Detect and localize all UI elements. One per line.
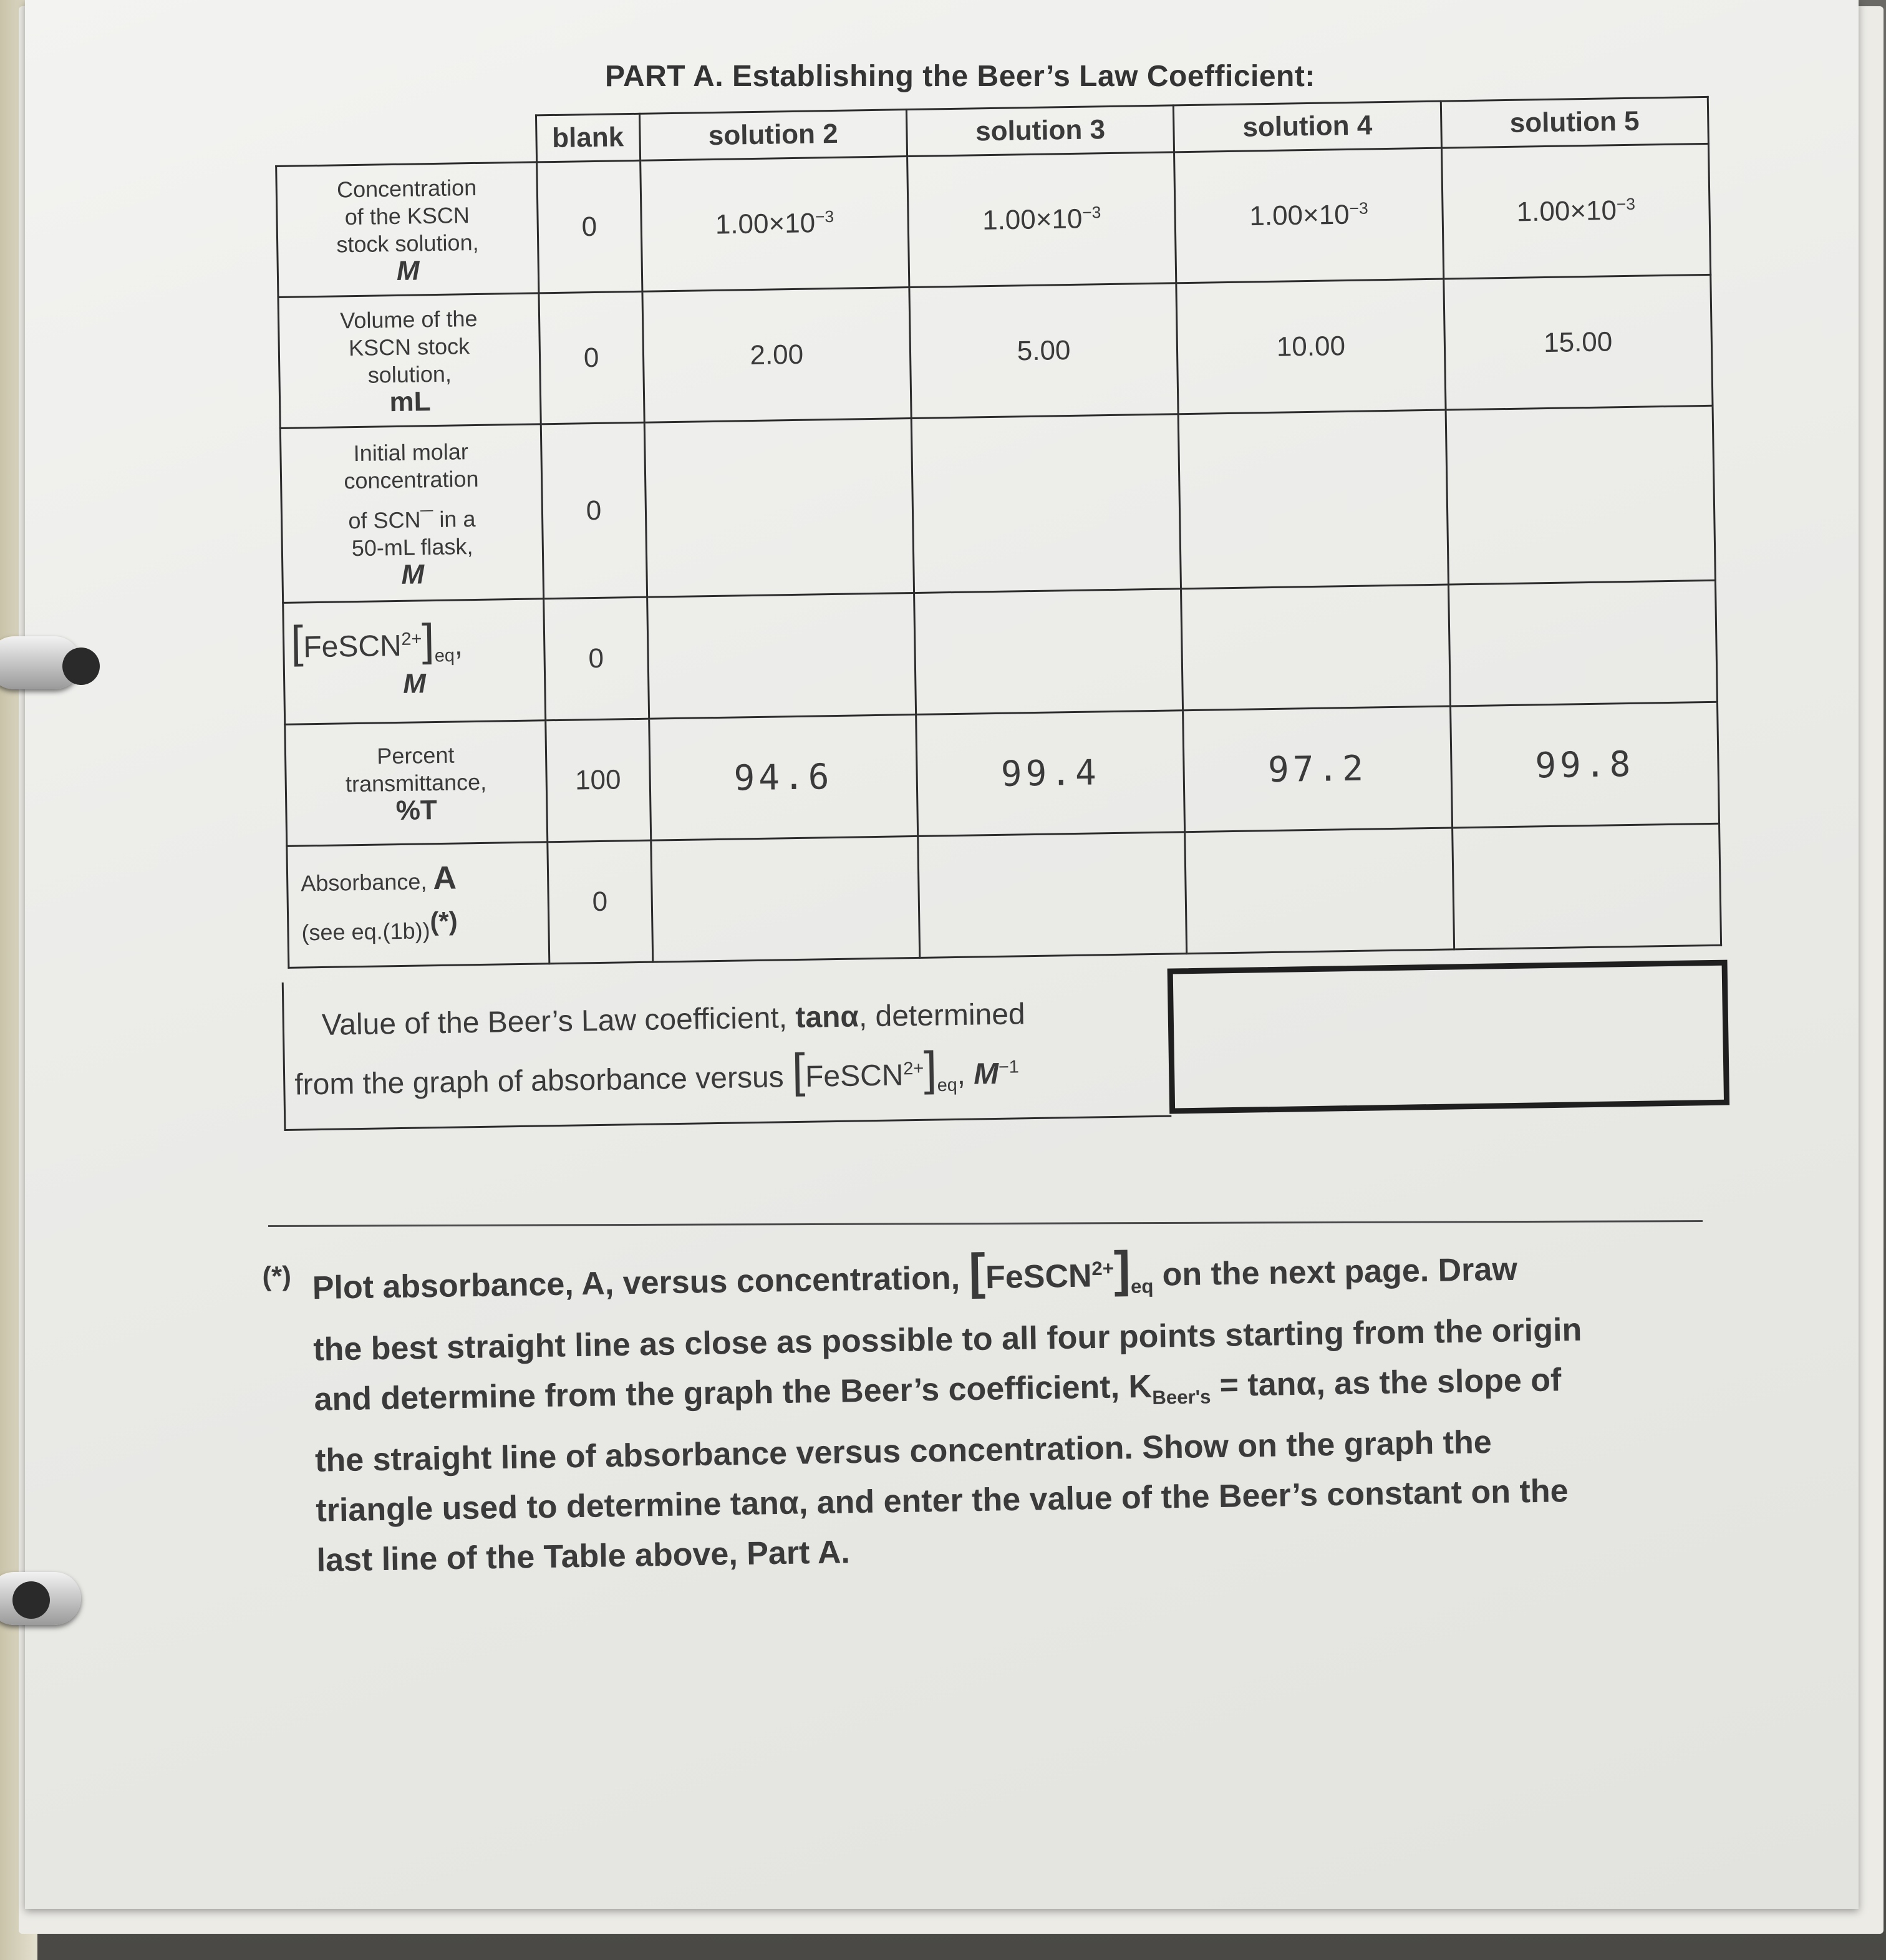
row-unit: M xyxy=(396,255,420,286)
table-row xyxy=(283,580,1718,724)
column-header: solution 4 xyxy=(1174,101,1441,152)
data-table-region xyxy=(274,96,1724,1129)
row-label: Concentration of the KSCN stock solution, M xyxy=(276,162,539,298)
table-cell xyxy=(918,832,1187,958)
table-cell: 100 xyxy=(545,719,650,842)
column-header: solution 2 xyxy=(639,110,907,161)
table-cell: 0 xyxy=(536,160,642,293)
page-title: PART A. Establishing the Beer’s Law Coefficient: xyxy=(605,60,1315,93)
table-cell: 0 xyxy=(543,597,649,720)
row-label: Percent transmittance, %T xyxy=(285,720,548,847)
row-unit: M xyxy=(402,668,427,699)
table-cell: $1.00\times 10^{-3}$ xyxy=(1174,148,1444,283)
coefficient-label: Value of the Beer’s Law coefficient, tanα, determined from the graph of absorbance versus $[FeSCN^{2+}]_{eq}$, $M^{-1}$ xyxy=(294,997,1026,1102)
table-cell: 5.00 xyxy=(909,283,1179,419)
row-label: Absorbance, A (see eq.(1b))(*) xyxy=(287,842,549,968)
row-label: Initial molar concentration of SCN¯ in a 50-mL flask, M xyxy=(280,424,543,603)
table-cell xyxy=(1446,405,1716,585)
instructions-text: Plot absorbance, A, versus concentration, $[FeSCN^{2+}]_{eq}$ on the next page. Draw the best straight line as close as possible to all four points starting from the origin and determine from the graph the Beer’s coefficient, $K_{Beer's} = \tan\alpha$, as the slope of the straight line of absorbance versus concentration. Show on the graph the triangle used to determine tanα, and enter the value of the Beer’s constant on the last line of the Table above, Part A. xyxy=(312,1241,1582,1579)
instructions-note xyxy=(262,1235,1701,1586)
table-cell: 0 xyxy=(547,840,652,964)
table-cell xyxy=(1452,823,1721,949)
column-header: solution 5 xyxy=(1441,97,1709,148)
footnote-marker: (*) xyxy=(262,1261,292,1292)
beers-law-table xyxy=(274,96,1722,969)
table-cell: 10.00 xyxy=(1176,279,1446,414)
column-header: solution 3 xyxy=(906,105,1174,157)
table-cell: $1.00\times 10^{-3}$ xyxy=(640,157,909,292)
row-label: $[FeSCN^{2+}]_{eq}$, M xyxy=(283,599,546,725)
handwritten-value: 94.6 xyxy=(649,714,917,840)
worksheet-page xyxy=(25,0,1859,1909)
section-divider xyxy=(268,1220,1703,1227)
table-row xyxy=(280,405,1715,603)
table-cell xyxy=(644,419,914,598)
table-row xyxy=(285,702,1719,846)
row-unit: mL xyxy=(389,386,431,417)
table-cell: 0 xyxy=(539,291,644,424)
table-cell: $1.00\times 10^{-3}$ xyxy=(1441,143,1711,279)
handwritten-value: 97.2 xyxy=(1183,706,1452,832)
handwritten-value: 99.4 xyxy=(916,711,1185,837)
table-row xyxy=(278,274,1713,428)
table-row xyxy=(287,823,1721,968)
table-cell xyxy=(647,593,916,719)
handwritten-value: 99.8 xyxy=(1450,702,1719,828)
table-cell: 15.00 xyxy=(1443,274,1713,410)
coefficient-row xyxy=(282,969,1172,1131)
table-cell: $1.00\times 10^{-3}$ xyxy=(907,152,1177,288)
table-cell xyxy=(1185,828,1454,954)
table-cell xyxy=(1448,580,1717,706)
table-cell: 2.00 xyxy=(642,288,912,423)
table-cell xyxy=(911,414,1181,593)
punch-hole xyxy=(12,1581,50,1619)
table-cell xyxy=(1178,410,1448,589)
coefficient-answer-box[interactable] xyxy=(1168,960,1730,1114)
table-cell: 0 xyxy=(541,422,647,599)
table-cell xyxy=(650,836,919,962)
row-label: Volume of the KSCN stock solution, mL xyxy=(278,293,541,429)
row-unit: %T xyxy=(395,795,438,827)
table-row xyxy=(276,143,1711,297)
column-header: blank xyxy=(536,114,640,162)
table-cell xyxy=(914,589,1183,715)
punch-hole xyxy=(62,648,100,685)
table-cell xyxy=(1181,585,1450,711)
row-unit: M xyxy=(401,558,425,590)
